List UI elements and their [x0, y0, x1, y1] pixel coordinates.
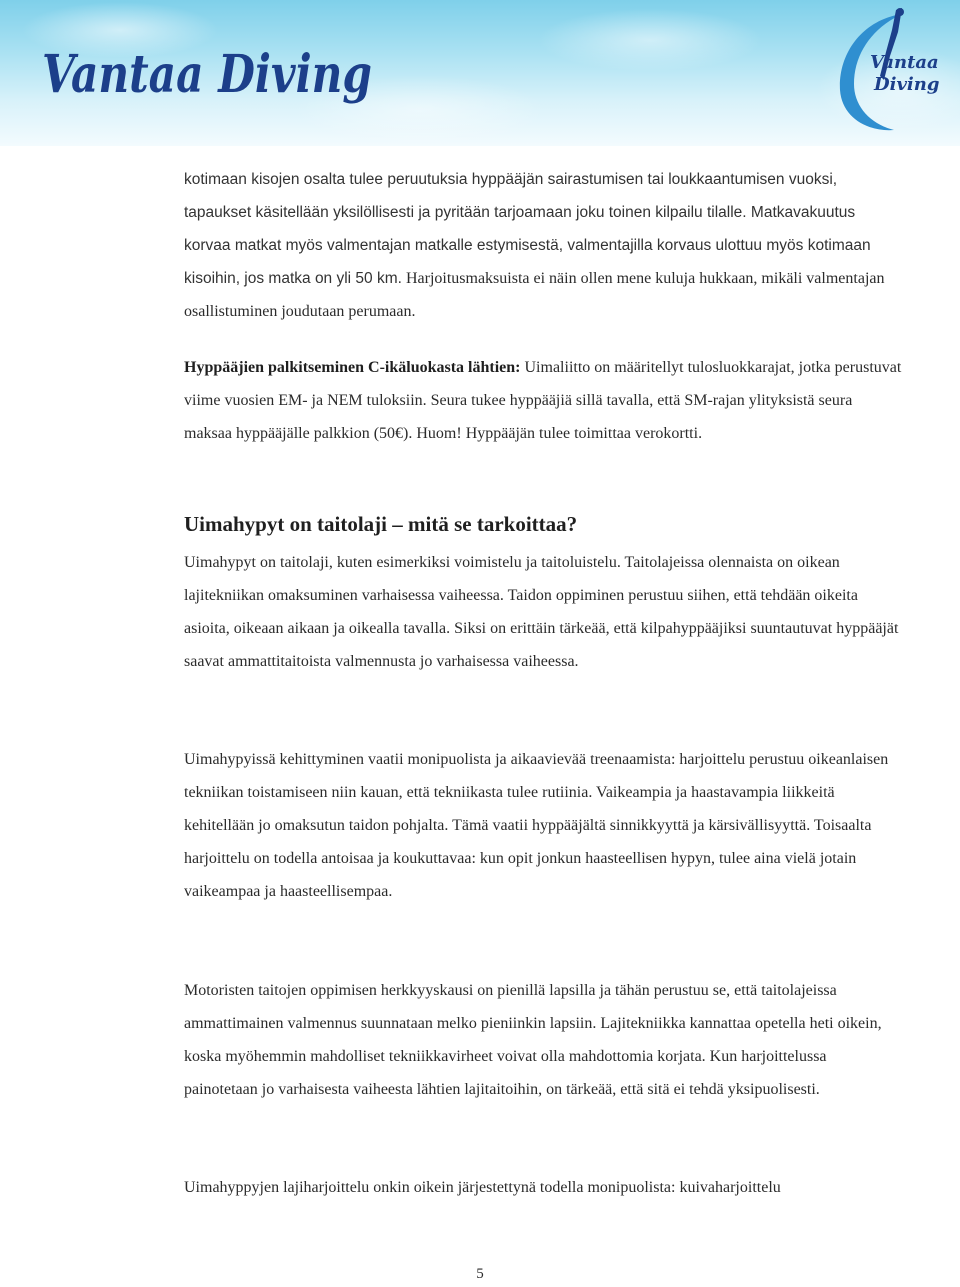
paragraph-development: Uimahypyissä kehittyminen vaatii monipuolista ja aikaavievää treenaamista: harjoittelu perustuu oikeanlaisen tekniikan toistamiseen niin kauan, että tekniikasta tulee rutiinia. Vaikeampia ja haastavampia liikkeitä kehitellään jo omaksutun taidon pohjalta. Tämä vaatii hyppääjältä sinnikkyyttä ja kärsivällisyyttä. Toisaalta harjoittelu on todella antoisaa ja koukuttavaa: kun opit jonkun haasteellisen hypyn, tulee aina vielä jotain vaikeampaa ja haasteellisempaa.: [184, 751, 889, 900]
paragraph-rewards: [184, 351, 904, 450]
section-heading: Uimahypyt on taitolaji – mitä se tarkoittaa?: [184, 512, 578, 536]
rewards-text: Uimaliitto on määritellyt tulosluokkarajat, jotka perustuvat viime vuosien EM- ja NEM tuloksiin. Seura tukee hyppääjiä sillä tavalla, että SM-rajan ylityksistä seura maksaa hyppääjälle palkkion (50€). Huom! Hyppääjän tulee toimittaa verokortti.: [184, 359, 902, 442]
fees-text: Harjoitusmaksuista ei näin ollen mene kuluja hukkaan, mikäli valmentajan osallistuminen joudutaan perumaan.: [184, 270, 885, 320]
paragraph-motor-skills: Motoristen taitojen oppimisen herkkyyskausi on pienillä lapsilla ja tähän perustuu se, että taitolajeissa ammattimainen valmennus suunnataan melko pieniinkin lapsiin. Lajitekniikka kannattaa opetella heti oikein, koska myöhemmin mahdolliset tekniikkavirheet voivat olla mahdottomia korjata. Kun harjoittelussa painotetaan jo varhaisesta vaiheesta lähtien lajitaitoihin, on tärkeää, että sitä ei tehdä yksipuolisesti.: [184, 982, 882, 1098]
page-number: 5: [476, 1266, 484, 1282]
paragraph-training: Uimahyppyjen lajiharjoittelu onkin oikein järjestettynä todella monipuolista: kuivaharjoittelu: [184, 1179, 781, 1196]
page-header: [0, 0, 960, 146]
paragraph-travel-insurance: [184, 163, 904, 328]
diver-head-icon: [896, 8, 904, 16]
rewards-lead: Hyppääjien palkitseminen C-ikäluokasta lähtien:: [184, 359, 521, 376]
wordmark-text: Vantaa Diving: [42, 44, 372, 105]
vantaa-diving-emblem: [832, 6, 940, 134]
emblem-text-diving: Diving: [874, 74, 940, 95]
vantaa-diving-wordmark: [40, 34, 380, 114]
emblem-text-vantaa: Vantaa: [870, 52, 939, 73]
travel-insurance-text: kotimaan kisojen osalta tulee peruutuksia hyppääjän sairastumisen tai loukkaantumisen vuoksi, tapaukset käsitellään yksilöllisesti ja pyritään tarjoamaan joku toinen kilpailu tilalle. Matkavakuutus korvaa matkat myös valmentajan matkalle estymisestä, valmentajilla korvaus ulottuu myös kotimaan kisoihin, jos matka on yli 50 km.: [184, 171, 871, 287]
paragraph-skill-sport: Uimahypyt on taitolaji, kuten esimerkiksi voimistelu ja taitoluistelu. Taitolajeissa olennaista on oikean lajitekniikan omaksuminen varhaisessa vaiheessa. Taidon oppiminen perustuu siihen, että tehdään oikeita asioita, oikeaan aikaan ja oikealla tavalla. Siksi on erittäin tärkeää, että kilpahyppääjiksi suuntautuvat hyppääjät saavat ammattitaitoista valmennusta jo varhaisessa vaiheessa.: [184, 554, 899, 670]
